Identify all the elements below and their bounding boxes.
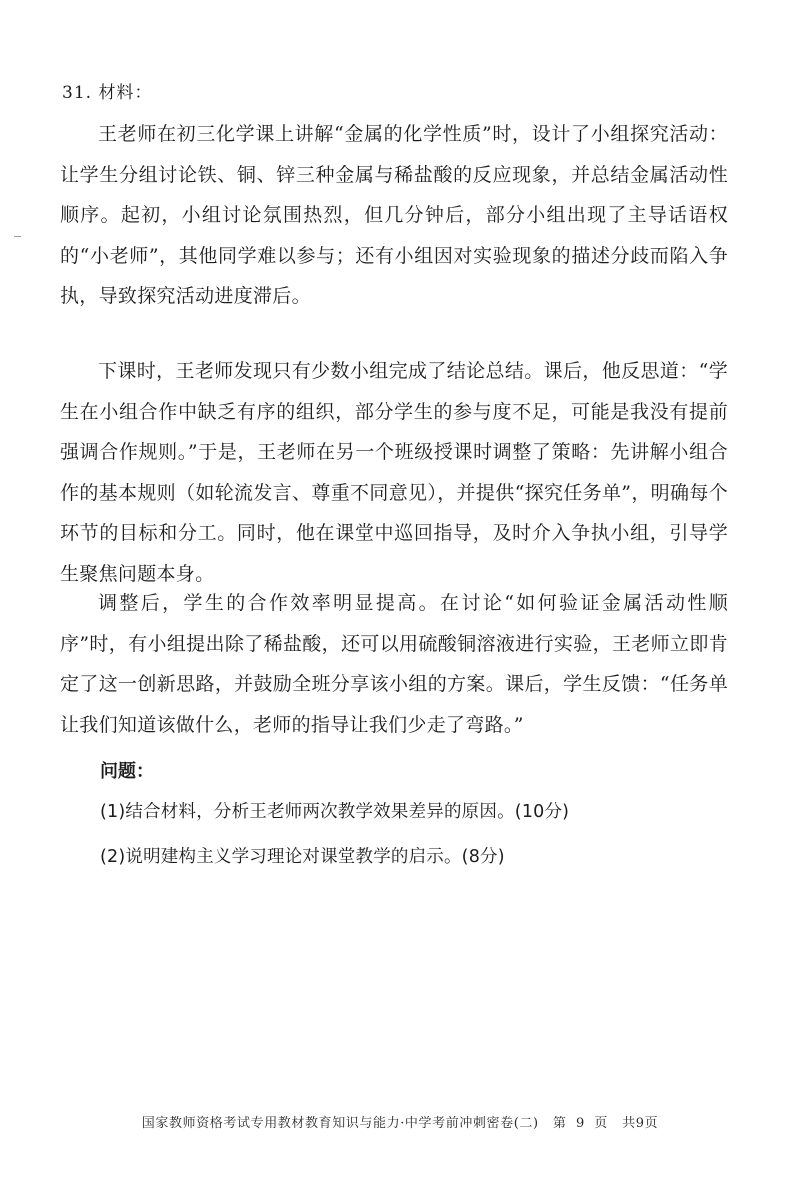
questions-heading: 问题： [100,761,154,782]
footer-page-number: 第 9 页 [552,1116,608,1131]
material-paragraph-2: 下课时，王老师发现只有少数小组完成了结论总结。课后，他反思道：“学生在小组合作中缺乏有序的组织，部分学生的参与度不足，可能是我没有提前强调合作规则。”于是，王老师在另一个班级授课时调整了策略：先讲解小组合作的基本规则（如轮流发言、尊重不同意见），并提供“探究任务单”，明确每个环节的目标和分工。同时，他在课堂中巡回指导，及时介入争执小组，引导学生聚焦问题本身。 [60,360,728,585]
page-footer [0,1112,800,1131]
question-number: 31. 材料： [62,83,153,103]
footer-total-pages: 共9页 [622,1116,659,1131]
sub-question-2: (2)说明建构主义学习理论对课堂教学的启示。(8分) [100,847,505,867]
footer-book-title: 国家教师资格考试专用教材教育知识与能力·中学考前冲刺密卷(二) [141,1116,539,1131]
margin-mark [14,236,21,237]
material-paragraph-1: 王老师在初三化学课上讲解“金属的化学性质”时，设计了小组探究活动：让学生分组讨论铁、铜、锌三种金属与稀盐酸的反应现象，并总结金属活动性顺序。起初，小组讨论氛围热烈，但几分钟后，部分小组出现了主导话语权的“小老师”，其他同学难以参与；还有小组因对实验现象的描述分歧而陷入争执，导致探究活动进度滞后。 [60,123,728,308]
sub-question-1: (1)结合材料，分析王老师两次教学效果差异的原因。(10分) [100,802,570,822]
material-paragraph-3: 调整后，学生的合作效率明显提高。在讨论“如何验证金属活动性顺序”时，有小组提出除了稀盐酸，还可以用硫酸铜溶液进行实验，王老师立即肯定了这一创新思路，并鼓励全班分享该小组的方案。课后，学生反馈：“任务单让我们知道该做什么，老师的指导让我们少走了弯路。” [60,592,728,736]
